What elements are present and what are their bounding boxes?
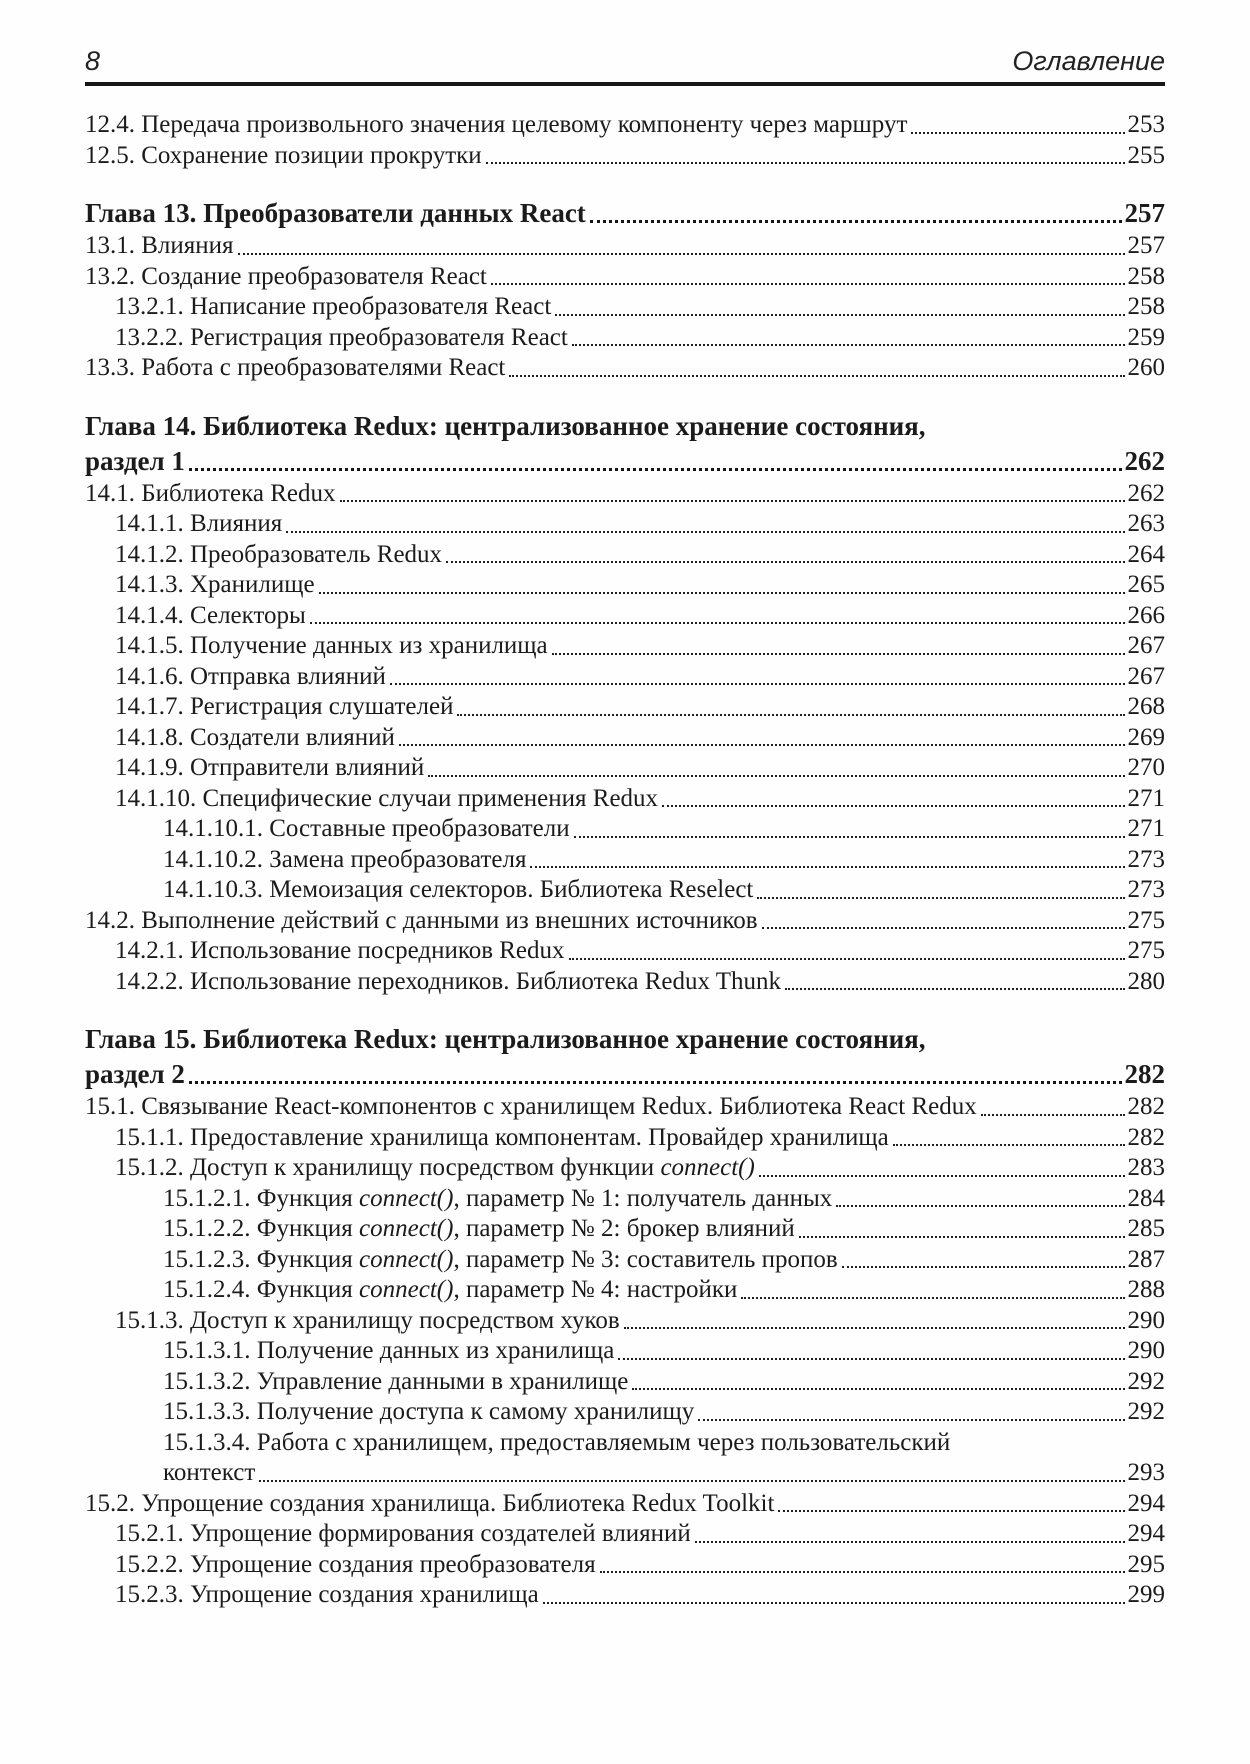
toc-entry <box>85 1336 1165 1367</box>
toc-entry-page: 265 <box>1127 571 1165 598</box>
dot-leader <box>457 714 1124 716</box>
toc-entry-label: 14.1. Библиотека Redux <box>85 479 336 507</box>
toc-entry-label: Глава 13. Преобразователи данных React <box>85 198 586 228</box>
dot-leader <box>286 531 1124 533</box>
toc-entry-label: 15.1.3.4. Работа с хранилищем, предоставляемым через пользовательский <box>163 1428 951 1456</box>
toc-entry-page: 294 <box>1127 1489 1165 1517</box>
dot-leader <box>911 132 1124 134</box>
dot-leader <box>543 1602 1125 1604</box>
toc-entry <box>85 540 1165 571</box>
toc-entry <box>85 570 1165 601</box>
toc-entry-label <box>163 1184 832 1215</box>
toc-entry-page: 290 <box>1127 1337 1165 1364</box>
toc-entry-page: 258 <box>1127 262 1165 290</box>
toc-entry <box>85 292 1165 323</box>
toc-entry-label: 14.1.2. Преобразователь Redux <box>115 540 443 568</box>
toc-entry-page: 282 <box>1127 1123 1165 1151</box>
toc-entry-label-italic-term: connect() <box>359 1215 454 1242</box>
toc-entry-label-italic-term: connect() <box>359 1245 454 1273</box>
dot-leader <box>569 958 1125 960</box>
toc-entry-label-text: , параметр № 4: настройки <box>453 1276 738 1303</box>
dot-leader <box>399 744 1125 746</box>
dot-leader <box>590 220 1122 223</box>
dot-leader <box>662 805 1124 807</box>
toc-entry-label <box>163 1214 795 1245</box>
page-number-folio: 8 <box>85 46 101 76</box>
dot-leader <box>319 592 1125 594</box>
toc-entry <box>85 1214 1165 1245</box>
toc-entry-page: 275 <box>1127 937 1165 964</box>
toc-entry <box>85 936 1165 967</box>
toc-entry <box>85 723 1165 754</box>
toc-chapter-entry <box>85 196 1165 231</box>
toc-entry-label: 15.1.3.3. Получение доступа к самому хранилищу <box>163 1398 695 1425</box>
toc-chapter-entry <box>85 1022 1165 1057</box>
dot-leader <box>238 253 1125 255</box>
toc-entry-label: Глава 14. Библиотека Redux: централизованное хранение состояния, <box>85 410 926 441</box>
toc-list <box>85 110 1165 1611</box>
toc-entry <box>85 601 1165 632</box>
toc-entry-label: 12.4. Передача произвольного значения целевому компоненту через маршрут <box>85 111 908 138</box>
dot-leader <box>893 1144 1125 1146</box>
toc-entry-label <box>163 1275 737 1306</box>
toc-entry-page: 259 <box>1127 323 1165 351</box>
toc-entry <box>85 1458 1165 1489</box>
toc-entry-label-text: 15.1.2.1. Функция <box>163 1184 360 1212</box>
toc-entry <box>85 1092 1165 1123</box>
toc-entry-page: 287 <box>1127 1245 1165 1273</box>
toc-entry-label: 14.1.10.3. Мемоизация селекторов. Библиотека Reselect <box>163 876 754 903</box>
toc-entry-label: 15.1. Связывание React-компонентов с хранилищем Redux. Библиотека React Redux <box>85 1093 977 1120</box>
toc-entry-page: 292 <box>1127 1398 1165 1425</box>
toc-entry-page: 294 <box>1127 1520 1165 1547</box>
dot-leader <box>189 1081 1122 1084</box>
toc-entry-label-text: , параметр № 3: составитель пропов <box>453 1245 838 1273</box>
toc-entry-page: 260 <box>1127 354 1165 381</box>
toc-entry-page: 263 <box>1127 510 1165 537</box>
toc-entry-label-italic-term: connect() <box>660 1154 755 1181</box>
toc-entry <box>85 141 1165 172</box>
toc-entry-page: 295 <box>1127 1550 1165 1578</box>
toc-entry-page: 269 <box>1127 723 1165 751</box>
toc-entry-page: 270 <box>1127 754 1165 781</box>
toc-entry-label-text: , параметр № 1: получатель данных <box>453 1184 833 1212</box>
dot-leader <box>842 1266 1125 1268</box>
toc-entry-label: 14.1.3. Хранилище <box>115 571 315 598</box>
toc-entry-page: 288 <box>1127 1276 1165 1303</box>
dot-leader <box>981 1114 1125 1116</box>
dot-leader <box>632 1388 1124 1390</box>
toc-entry-page: 282 <box>1124 1059 1165 1089</box>
toc-entry <box>85 814 1165 845</box>
dot-leader <box>446 561 1124 563</box>
dot-leader <box>836 1205 1124 1207</box>
toc-entry-label: 13.1. Влияния <box>85 232 234 259</box>
toc-entry <box>85 753 1165 784</box>
toc-entry-page: 292 <box>1127 1367 1165 1395</box>
toc-entry-label: 15.2.2. Упрощение создания преобразователя <box>115 1550 596 1578</box>
toc-chapter-entry <box>85 409 1165 444</box>
toc-entry <box>85 110 1165 141</box>
toc-entry <box>85 1123 1165 1154</box>
dot-leader <box>778 1510 1124 1512</box>
toc-entry-label: 15.2.3. Упрощение создания хранилища <box>115 1581 539 1608</box>
toc-entry-label: 15.2. Упрощение создания хранилища. Библиотека Redux Toolkit <box>85 1489 775 1517</box>
toc-entry-label: контекст <box>163 1459 256 1486</box>
toc-entry-label: раздел 1 <box>85 445 185 476</box>
toc-entry <box>85 1306 1165 1337</box>
toc-entry <box>85 662 1165 693</box>
dot-leader <box>189 468 1122 471</box>
toc-entry-label-italic-term: connect() <box>359 1276 454 1303</box>
toc-entry-page: 285 <box>1127 1215 1165 1242</box>
dot-leader <box>757 897 1124 899</box>
toc-entry-page: 293 <box>1127 1459 1165 1486</box>
toc-entry-label: 14.1.10. Специфические случаи применения Redux <box>115 784 659 812</box>
toc-entry-label-text: 15.1.2.3. Функция <box>163 1245 360 1273</box>
toc-entry-label: 13.2. Создание преобразователя React <box>85 262 487 290</box>
toc-chapter-entry <box>85 444 1165 479</box>
toc-entry-page: 262 <box>1124 445 1165 476</box>
toc-entry <box>85 906 1165 937</box>
toc-entry-label: 14.2.2. Использование переходников. Библиотека Redux Thunk <box>115 967 782 995</box>
toc-entry-page: 257 <box>1127 232 1165 259</box>
dot-leader <box>259 1480 1124 1482</box>
toc-entry <box>85 1428 1165 1459</box>
toc-entry-page: 273 <box>1127 876 1165 903</box>
toc-entry-label: 15.1.1. Предоставление хранилища компонентам. Провайдер хранилища <box>115 1123 889 1151</box>
toc-entry <box>85 692 1165 723</box>
toc-entry-page: 266 <box>1127 601 1165 629</box>
running-title: Оглавление <box>1012 46 1165 76</box>
toc-entry <box>85 1519 1165 1550</box>
toc-entry-label-text: 15.1.2. Доступ к хранилищу посредством функции <box>115 1154 661 1181</box>
toc-entry-page: 271 <box>1127 784 1165 812</box>
toc-entry-page: 255 <box>1127 141 1165 169</box>
toc-entry <box>85 509 1165 540</box>
toc-entry-page: 257 <box>1124 198 1165 228</box>
toc-entry <box>85 1245 1165 1276</box>
dot-leader <box>428 775 1124 777</box>
toc-entry-label: 15.1.3. Доступ к хранилищу посредством хуков <box>115 1306 620 1334</box>
toc-entry <box>85 1397 1165 1428</box>
toc-entry-label: 15.1.3.2. Управление данными в хранилище <box>163 1367 629 1395</box>
toc-entry-label: Глава 15. Библиотека Redux: централизованное хранение состояния, <box>85 1024 926 1054</box>
toc-entry-page: 268 <box>1127 693 1165 720</box>
toc-entry-page: 299 <box>1127 1581 1165 1608</box>
toc-entry <box>85 231 1165 262</box>
dot-leader <box>390 683 1125 685</box>
toc-entry-label: 15.1.3.1. Получение данных из хранилища <box>163 1337 615 1364</box>
toc-entry-page: 267 <box>1127 632 1165 659</box>
toc-entry-page: 271 <box>1127 815 1165 842</box>
toc-entry <box>85 353 1165 384</box>
dot-leader <box>785 988 1124 990</box>
dot-leader <box>762 927 1125 929</box>
dot-leader <box>574 836 1125 838</box>
toc-entry-label: 14.1.4. Селекторы <box>115 601 306 629</box>
dot-leader <box>759 1175 1125 1177</box>
toc-entry-page: 258 <box>1127 293 1165 320</box>
toc-entry-label-italic-term: connect() <box>359 1184 454 1212</box>
toc-entry <box>85 479 1165 510</box>
toc-entry-label-text: 15.1.2.4. Функция <box>163 1276 360 1303</box>
toc-entry <box>85 845 1165 876</box>
toc-entry-page: 282 <box>1127 1093 1165 1120</box>
toc-entry <box>85 784 1165 815</box>
dot-leader <box>530 866 1124 868</box>
dot-leader <box>509 375 1124 377</box>
dot-leader <box>486 162 1125 164</box>
toc-entry-label: 13.2.2. Регистрация преобразователя React <box>115 323 568 351</box>
toc-entry-page: 284 <box>1127 1184 1165 1212</box>
toc-entry-page: 262 <box>1127 479 1165 507</box>
toc-entry-label <box>163 1245 838 1276</box>
dot-leader <box>799 1236 1125 1238</box>
dot-leader <box>698 1419 1124 1421</box>
dot-leader <box>555 314 1124 316</box>
dot-leader <box>741 1297 1124 1299</box>
toc-entry <box>85 1184 1165 1215</box>
header-rule <box>85 82 1165 86</box>
toc-entry-page: 280 <box>1127 967 1165 995</box>
toc-entry-label-text: , параметр № 2: брокер влияний <box>453 1215 795 1242</box>
toc-entry <box>85 1153 1165 1184</box>
toc-entry <box>85 1367 1165 1398</box>
toc-entry-label: 13.2.1. Написание преобразователя React <box>115 293 552 320</box>
toc-entry-label: 15.2.1. Упрощение формирования создателей влияний <box>115 1520 691 1547</box>
dot-leader <box>310 622 1125 624</box>
toc-entry-label: раздел 2 <box>85 1059 185 1089</box>
dot-leader <box>695 1541 1125 1543</box>
running-head <box>85 46 1165 76</box>
dot-leader <box>340 500 1125 502</box>
toc-entry-label: 14.2.1. Использование посредников Redux <box>115 937 565 964</box>
dot-leader <box>491 283 1125 285</box>
toc-entry <box>85 1550 1165 1581</box>
toc-entry-label: 14.1.9. Отправители влияний <box>115 754 425 781</box>
toc-entry <box>85 1489 1165 1520</box>
toc-entry-label: 14.1.6. Отправка влияний <box>115 662 386 690</box>
toc-entry-page: 253 <box>1127 111 1165 138</box>
toc-entry-label: 14.1.7. Регистрация слушателей <box>115 693 454 720</box>
toc-entry <box>85 1580 1165 1611</box>
toc-entry-label: 14.2. Выполнение действий с данными из внешних источников <box>85 906 758 934</box>
toc-entry-page: 275 <box>1127 906 1165 934</box>
toc-entry-label: 13.3. Работа с преобразователями React <box>85 354 506 381</box>
dot-leader <box>600 1571 1125 1573</box>
toc-entry-page: 267 <box>1127 662 1165 690</box>
toc-entry <box>85 967 1165 998</box>
toc-entry-label: 12.5. Сохранение позиции прокрутки <box>85 141 482 169</box>
dot-leader <box>552 653 1125 655</box>
toc-entry-label-text: 15.1.2.2. Функция <box>163 1215 360 1242</box>
toc-entry-page: 264 <box>1127 540 1165 568</box>
toc-entry <box>85 631 1165 662</box>
dot-leader <box>624 1327 1125 1329</box>
toc-entry-label <box>115 1153 755 1184</box>
toc-entry <box>85 875 1165 906</box>
toc-entry-label: 14.1.1. Влияния <box>115 510 283 537</box>
toc-entry-page: 273 <box>1127 845 1165 873</box>
toc-entry-label: 14.1.10.1. Составные преобразователи <box>163 815 570 842</box>
toc-entry-label: 14.1.8. Создатели влияний <box>115 723 395 751</box>
dot-leader <box>572 344 1125 346</box>
toc-entry-label: 14.1.5. Получение данных из хранилища <box>115 632 548 659</box>
toc-entry <box>85 1275 1165 1306</box>
dot-leader <box>618 1358 1124 1360</box>
toc-entry-label: 14.1.10.2. Замена преобразователя <box>163 845 527 873</box>
toc-entry-page: 290 <box>1127 1306 1165 1334</box>
toc-chapter-entry <box>85 1057 1165 1092</box>
toc-entry <box>85 262 1165 293</box>
toc-entry <box>85 323 1165 354</box>
toc-entry-page: 283 <box>1127 1154 1165 1181</box>
